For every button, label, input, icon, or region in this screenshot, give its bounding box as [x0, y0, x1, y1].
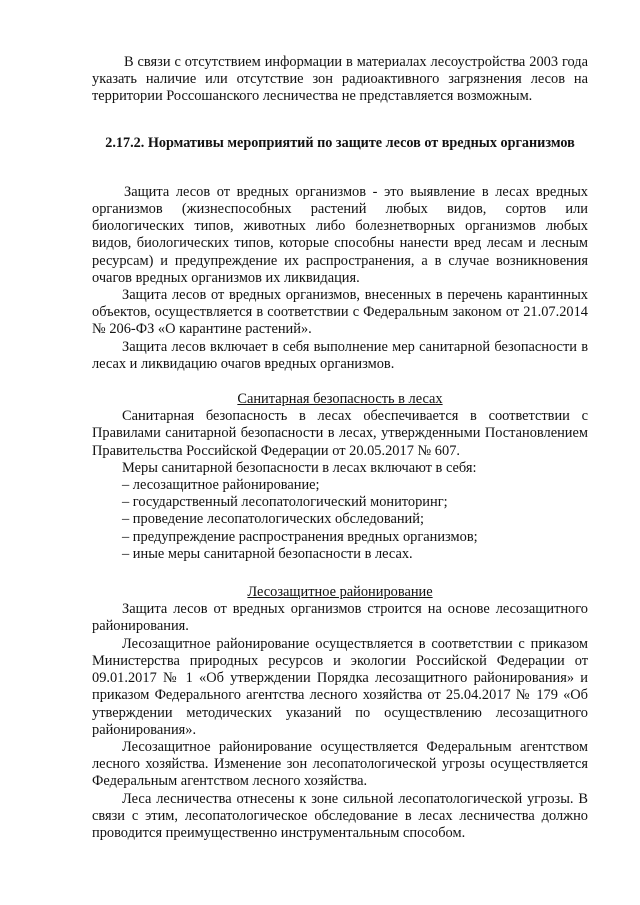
list-item: – государственный лесопатологический мониторинг; [122, 494, 448, 511]
list-item: – лесозащитное районирование; [122, 477, 320, 494]
list-item: – проведение лесопатологических обследований; [122, 511, 424, 528]
zoning-paragraph-4: Леса лесничества отнесены к зоне сильной лесопатологической угрозы. В связи с этим, лесопатологическое обследование в лесах лесничества должно проводится преимущественно инструментальным способом. [92, 790, 588, 841]
zoning-subheading: Лесозащитное районирование [247, 584, 433, 601]
sanitary-subheading: Санитарная безопасность в лесах [237, 391, 443, 408]
zoning-paragraph-1: Защита лесов от вредных организмов строится на основе лесозащитного районирования. [92, 601, 588, 635]
zoning-paragraph-2: Лесозащитное районирование осуществляется в соответствии с приказом Министерства природных ресурсов и экологии Российской Федерации от 09.01.2017 № 1 «Об утверждении Порядка лесозащитного районирования» и приказом Федерального агентства лесного хозяйства от 25.04.2017 № 179 «Об утверждении методических указаний по осуществлению лесозащитного районирования». [92, 635, 588, 738]
list-item: – предупреждение распространения вредных организмов; [122, 528, 478, 545]
section-heading: 2.17.2. Нормативы мероприятий по защите лесов от вредных организмов [105, 134, 575, 151]
sanitary-paragraph-1: Санитарная безопасность в лесах обеспечивается в соответствии с Правилами санитарной безопасности в лесах, утвержденными Постановлением Правительства Российской Федерации от 20.05.2017 № 607. [92, 408, 588, 459]
zoning-paragraph-3: Лесозащитное районирование осуществляется Федеральным агентством лесного хозяйства. Изменение зон лесопатологической угрозы осуществляется Федеральным агентством лесного хозяйства. [92, 738, 588, 790]
sanitary-measures-list [92, 477, 588, 563]
sanitary-paragraph-2: Меры санитарной безопасности в лесах включают в себя: [122, 459, 477, 476]
document-page [92, 54, 588, 842]
section-paragraph-3: Защита лесов включает в себя выполнение мер санитарной безопасности в лесах и ликвидацию очагов вредных организмов. [92, 338, 588, 372]
section-paragraph-1: Защита лесов от вредных организмов - это выявление в лесах вредных организмов (жизнеспособных растений любых видов, сортов или биологических типов, животных либо болезнетворных организмов любых видов, биологических типов, которые способны нанести вред лесам и лесным ресурсам) и предупреждение их распространения, а в случае возникновения очагов вредных организмов их ликвидация. [92, 183, 588, 286]
list-item: – иные меры санитарной безопасности в лесах. [122, 545, 413, 562]
intro-paragraph: В связи с отсутствием информации в материалах лесоустройства 2003 года указать наличие или отсутствие зон радиоактивного загрязнения лесов на территории Россошанского лесничества не представляется возможным. [92, 54, 588, 105]
section-paragraph-2: Защита лесов от вредных организмов, внесенных в перечень карантинных объектов, осуществляется в соответствии с Федеральным законом от 21.07.2014 № 206-ФЗ «О карантине растений». [92, 287, 588, 338]
